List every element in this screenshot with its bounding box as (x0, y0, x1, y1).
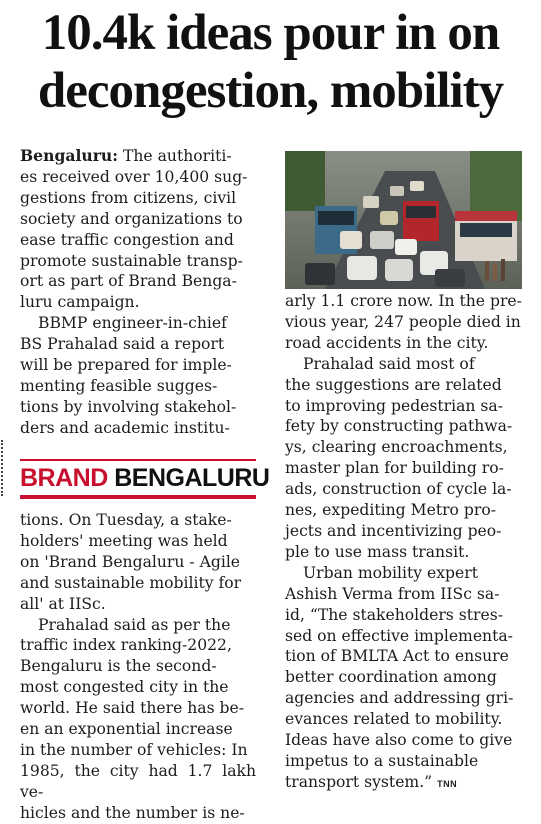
text-line: ders and academic institu- (20, 418, 230, 437)
text-line: 1985, the city had 1.7 lakh ve- (20, 761, 256, 801)
text-line: id, “The stakeholders stres- (285, 605, 503, 624)
text-line: sed on effective implementa- (285, 626, 513, 645)
text-line: will be prepared for imple- (20, 356, 232, 375)
headline-line-1: 10.4k ideas pour in on (41, 5, 500, 61)
text-line: Urban mobility expert (303, 563, 478, 582)
brand-bengaluru-banner (20, 459, 270, 499)
text-line: gestions from citizens, civil (20, 188, 237, 207)
text-line: promote sustainable transp- (20, 251, 243, 270)
text-line: Ashish Verma from IISc sa- (285, 584, 500, 603)
text-line: Ideas have also come to give (285, 731, 513, 750)
text-line: all' at IISc. (20, 594, 106, 613)
text-line: tions by involving stakehol- (20, 397, 237, 416)
text-line: menting feasible sugges- (20, 376, 218, 395)
paragraph-5 (285, 563, 522, 795)
text-line: ads, construction of cycle la- (285, 480, 512, 499)
text-line: traffic index ranking-2022, (20, 636, 232, 655)
paragraph-2-continued (20, 510, 256, 615)
text-line: hicles and the number is ne- (20, 803, 245, 822)
text-line: BS Prahalad said a report (20, 335, 225, 354)
paragraph-1 (20, 146, 256, 313)
text-line: impetus to a sustainable (285, 751, 479, 770)
text-line: on 'Brand Bengaluru - Agile (20, 552, 241, 571)
text-line: Prahalad said as per the (38, 615, 231, 634)
column-divider-dots (1, 440, 3, 496)
paragraph-4 (285, 354, 522, 563)
column-1-bottom (20, 510, 256, 824)
text-line: holders' meeting was held (20, 531, 228, 550)
text-line: agencies and addressing gri- (285, 689, 514, 708)
column-2 (285, 291, 522, 795)
text-line: master plan for building ro- (285, 459, 504, 478)
text-line: ys, clearing encroachments, (285, 438, 508, 457)
text-line: transport system.” (285, 772, 433, 791)
text-line: es received over 10,400 sug- (20, 167, 248, 186)
text-line: ort as part of Brand Benga- (20, 272, 237, 291)
text-line: nes, expediting Metro pro- (285, 501, 496, 520)
text-line: en an exponential increase (20, 720, 233, 739)
text-line: Bengaluru is the second- (20, 657, 217, 676)
text-line: world. He said there has be- (20, 699, 245, 718)
text-line: jects and incentivizing peo- (285, 521, 502, 540)
text-line: Prahalad said most of (303, 354, 475, 373)
text-line: tions. On Tuesday, a stake- (20, 511, 232, 529)
text-line: and sustainable mobility for (20, 573, 242, 592)
text-line: evances related to mobility. (285, 710, 503, 729)
text-line: ple to use mass transit. (285, 542, 470, 561)
text-line: in the number of vehicles: In (20, 740, 248, 759)
dateline: Bengaluru: (20, 146, 119, 165)
text-line: better coordination among (285, 668, 497, 687)
text-line: vious year, 247 people died in (285, 312, 521, 331)
paragraph-3 (20, 615, 256, 824)
text-line: arly 1.1 crore now. In the pre- (285, 292, 522, 310)
headline (0, 4, 541, 120)
paragraph-3-continued (285, 291, 522, 354)
text-line: tion of BMLTA Act to ensure (285, 647, 509, 666)
traffic-jam-photo (285, 151, 522, 289)
text-line: The authoriti- (118, 147, 232, 165)
brand-word-2: BENGALURU (114, 464, 270, 492)
headline-line-2: decongestion, mobility (37, 63, 504, 119)
text-line: fety by constructing pathwa- (285, 417, 513, 436)
text-line: society and organizations to (20, 209, 243, 228)
text-line: luru campaign. (20, 293, 140, 312)
text-line: ease traffic congestion and (20, 230, 234, 249)
text-line: BBMP engineer-in-chief (38, 314, 227, 333)
brand-word-1: BRAND (20, 464, 108, 492)
text-line: to improving pedestrian sa- (285, 396, 503, 415)
column-1-top (20, 146, 256, 439)
paragraph-2 (20, 313, 256, 438)
traffic-photo-illustration (285, 151, 522, 289)
text-line: the suggestions are related (285, 375, 502, 394)
agency-tag: TNN (437, 778, 458, 789)
text-line: road accidents in the city. (285, 333, 489, 352)
text-line: most congested city in the (20, 678, 229, 697)
